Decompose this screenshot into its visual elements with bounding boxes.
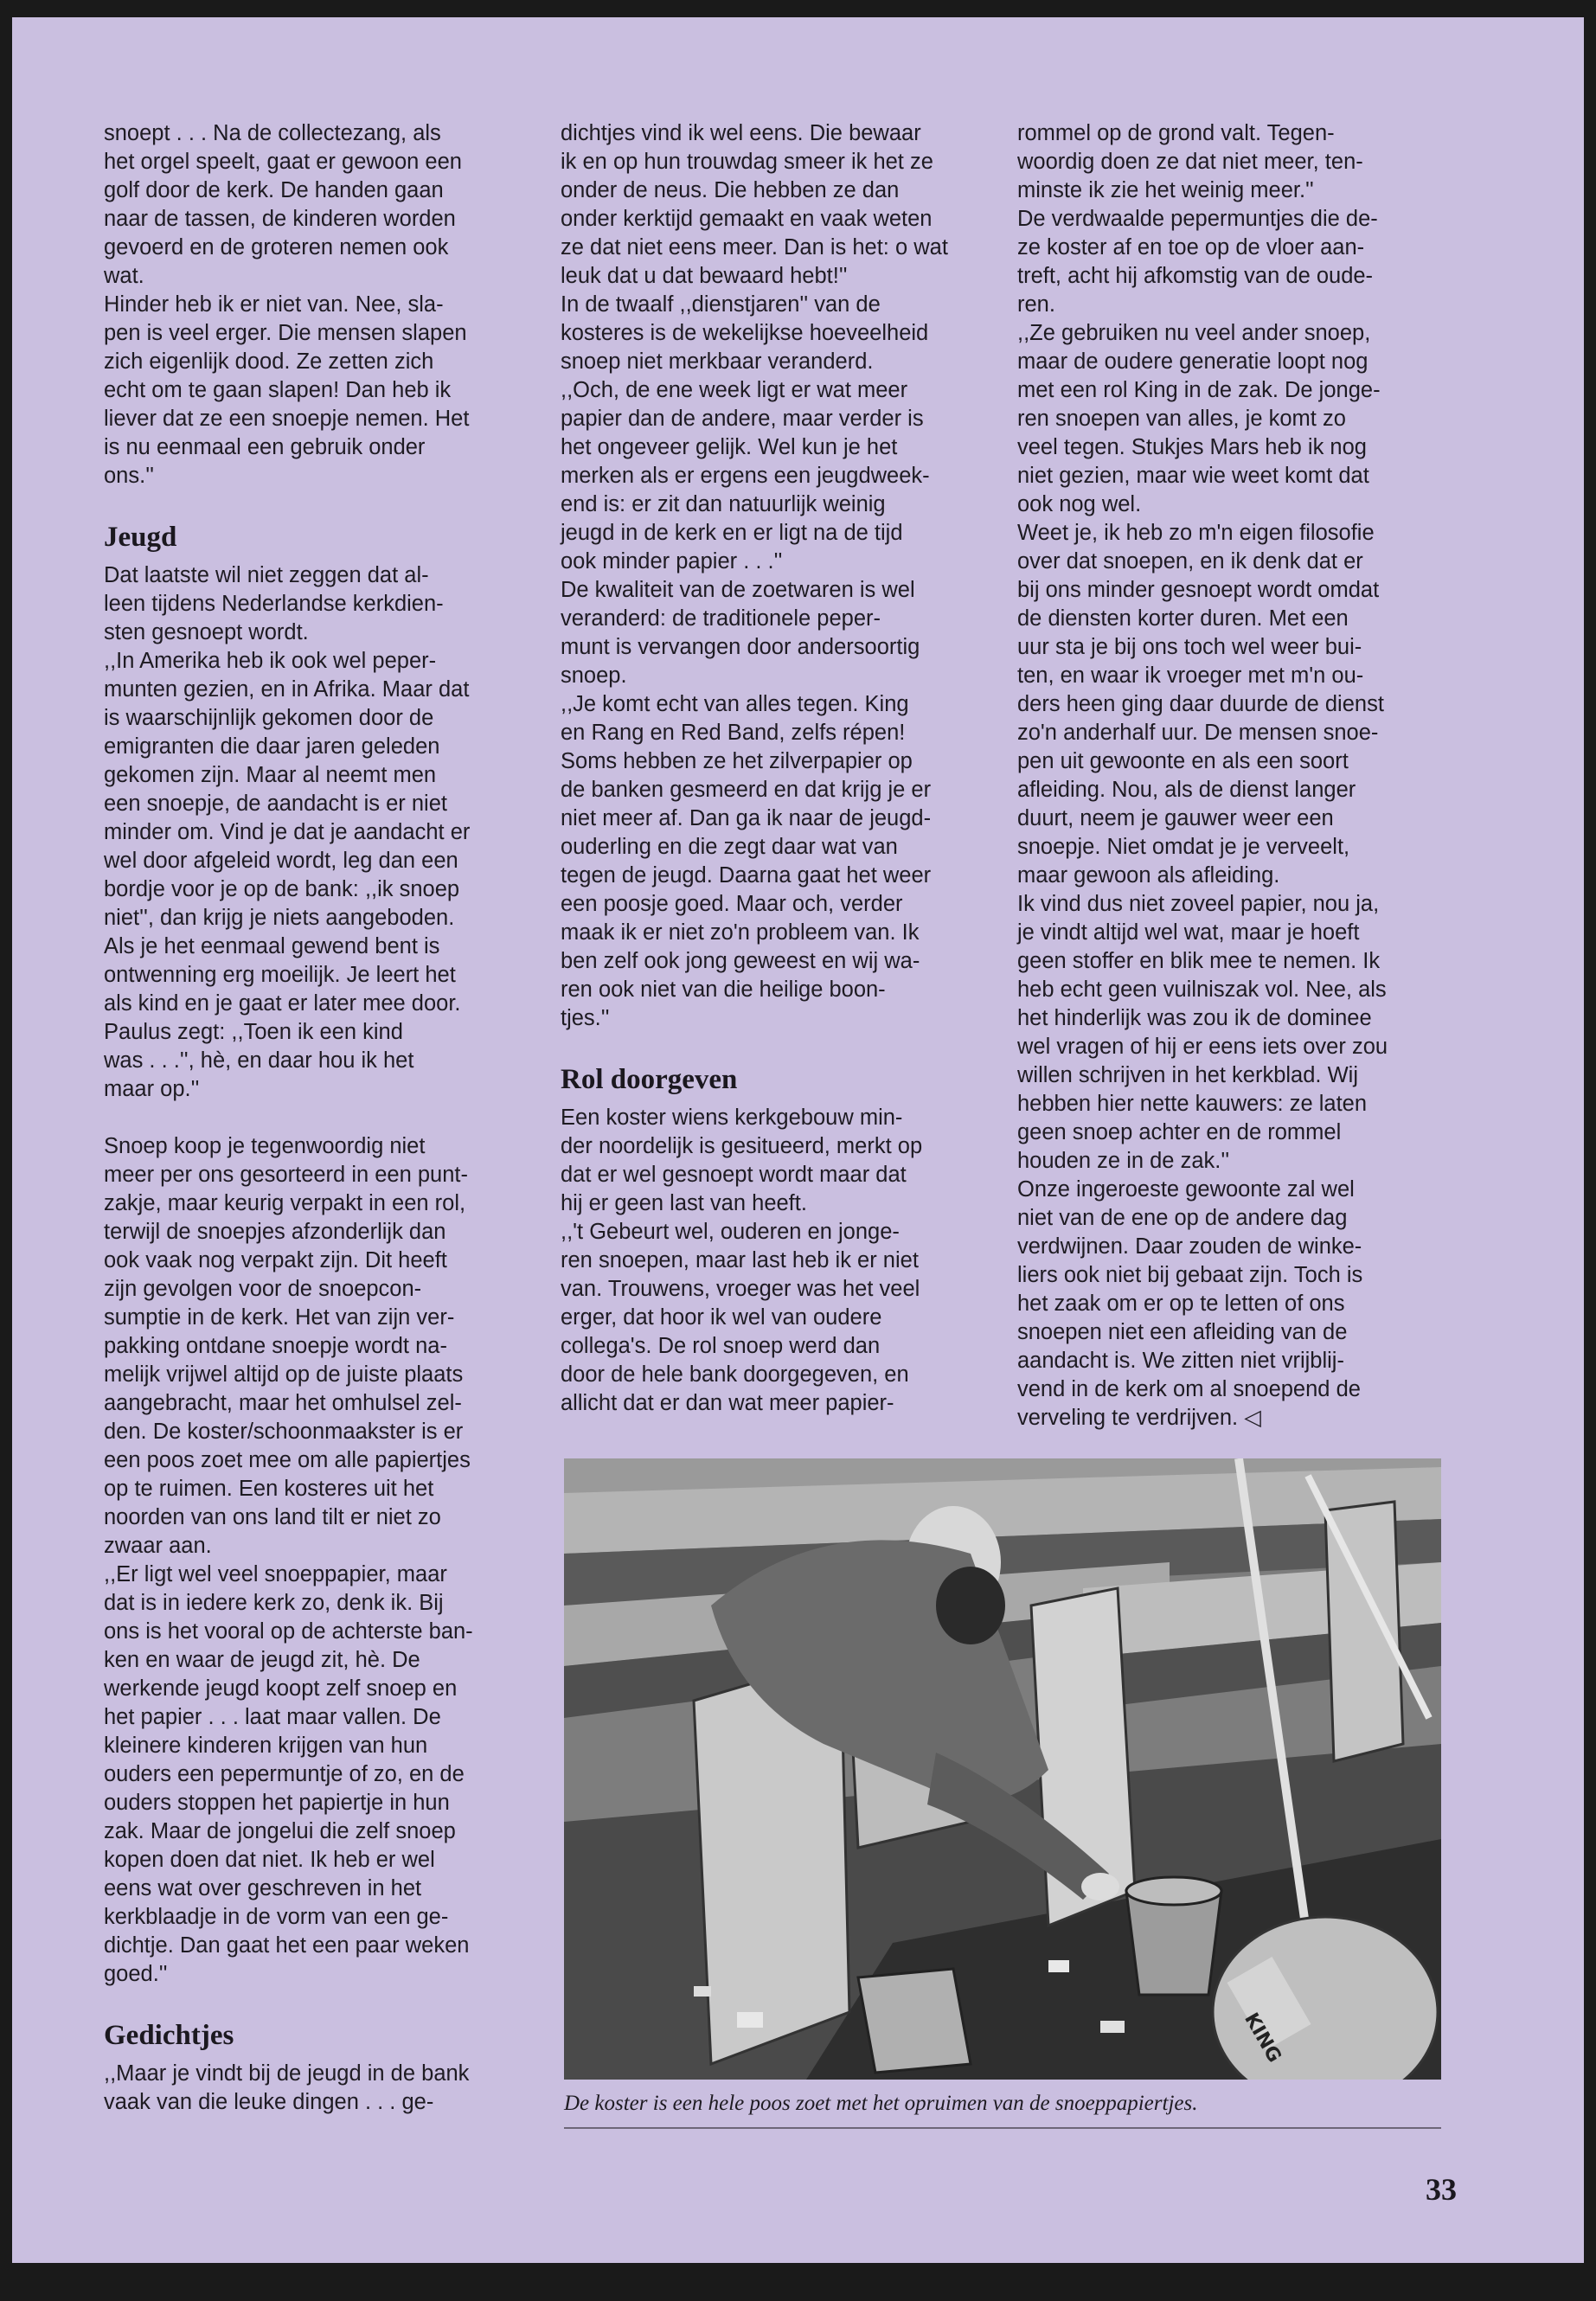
paragraph: ,,Maar je vindt bij de jeugd in de bank vaak van die leuke dingen . . . ge-: [104, 2061, 470, 2114]
paragraph: ,,Ze gebruiken nu veel ander snoep, maar de oudere generatie loopt nog met een rol King in de zak. De jonge- ren snoepen van alles, je komt zo veel tegen. Stukjes Mars heb ik nog niet gezien, maar wie weet komt dat ook nog wel.: [1017, 321, 1381, 516]
paragraph: Onze ingeroeste gewoonte zal wel niet van de ene op de andere dag verdwijnen. Daar zouden de winke- liers ook niet bij gebaat zijn. Toch is het zaak om er op te letten of ons snoepen niet een afleiding van de aandacht is. We zitten niet vrijblij- vend in de kerk om al snoepend de verveling te verdrijven. ◁: [1017, 1177, 1363, 1430]
section-heading-rol-doorgeven: Rol doorgeven: [561, 1064, 738, 1095]
section-heading-gedichtjes: Gedichtjes: [104, 2020, 234, 2051]
paragraph: In de twaalf ,,dienstjaren'' van de kosteres is de wekelijkse hoeveelheid snoep niet merkbaar veranderd.: [561, 292, 929, 374]
paragraph: Hinder heb ik er niet van. Nee, sla- pen is veel erger. Die mensen slapen zich eigenlijk dood. Ze zetten zich echt om te gaan slapen! Dan heb ik liever dat ze een snoepje nemen. Het is nu eenmaal een gebruik onder ons.'': [104, 292, 470, 488]
photo-illustration: [564, 1458, 1441, 2080]
magazine-page: [12, 17, 1584, 2263]
paragraph: Ik vind dus niet zoveel papier, nou ja, je vindt altijd wel wat, maar je hoeft geen stoffer en blik mee te nemen. Ik heb echt geen vuilniszak vol. Nee, als het hinderlijk was zou ik de dominee wel vragen of hij er eens iets over zou willen schrijven in het kerkblad. Wij hebben hier nette kauwers: ze laten geen snoep achter en de rommel houden ze in de zak.'': [1017, 892, 1388, 1173]
page-number: 33: [1426, 2172, 1457, 2207]
scan-border: [0, 0, 1596, 17]
text-column-2: [561, 119, 974, 1418]
paragraph: ,,In Amerika heb ik ook wel peper- munten gezien, en in Afrika. Maar dat is waarschijnlijk gekomen door de emigranten die daar jaren geleden gekomen zijn. Maar al neemt men een snoepje, de aandacht is er niet minder om. Vind je dat je aandacht er wel door afgeleid wordt, leg dan een bordje voor je op de bank: ,,ik snoep niet'', dan krijg je niets aangeboden. Als je het eenmaal gewend bent is ontwenning erg moeilijk. Je leert het als kind en je gaat er later mee door. Paulus zegt: ,,Toen ik een kind was . . .'', hè, en daar hou ik het maar op.'': [104, 649, 471, 1101]
paragraph: Een koster wiens kerkgebouw min- der noordelijk is gesitueerd, merkt op dat er wel gesnoept wordt maar dat hij er geen last van heeft.: [561, 1106, 923, 1215]
photo-caption: De koster is een hele poos zoet met het opruimen van de snoeppapiertjes.: [564, 2089, 1441, 2129]
paragraph: De kwaliteit van de zoetwaren is wel veranderd: de traditionele peper- munt is vervangen door andersoortig snoep.: [561, 578, 920, 688]
wrapper-label: KING: [1240, 2009, 1285, 2067]
paragraph: ,,'t Gebeurt wel, ouderen en jonge- ren snoepen, maar last heb ik er niet van. Trouwens, vroeger was het veel erger, dat hoor ik wel van oudere collega's. De rol snoep werd dan door de hele bank doorgegeven, en allicht dat er dan wat meer papier-: [561, 1220, 920, 1415]
paragraph: ,,Och, de ene week ligt er wat meer papier dan de andere, maar verder is het ongeveer gelijk. Wel kun je het merken als er ergens een jeugdweek- end is: er zit dan natuurlijk weinig jeugd in de kerk en er ligt na de tijd ook minder papier . . .'': [561, 378, 930, 574]
text-column-3: [1017, 119, 1437, 1433]
paragraph: De verdwaalde pepermuntjes die de- ze koster af en toe op de vloer aan- treft, acht hij afkomstig van de oude- ren.: [1017, 207, 1378, 317]
paragraph: Dat laatste wil niet zeggen dat al- leen tijdens Nederlandse kerkdien- sten gesnoept wordt.: [104, 563, 444, 644]
paragraph: rommel op de grond valt. Tegen- woordig doen ze dat niet meer, ten- minste ik zie het weinig meer.'': [1017, 121, 1363, 202]
photo-koster-cleaning-pews: [564, 1458, 1441, 2080]
section-heading-jeugd: Jeugd: [104, 522, 177, 553]
paragraph: dichtjes vind ik wel eens. Die bewaar ik en op hun trouwdag smeer ik het ze onder de neus. Die hebben ze dan onder kerktijd gemaakt en vaak weten ze dat niet eens meer. Dan is het: o wat leuk dat u dat bewaard hebt!'': [561, 121, 948, 288]
paragraph: Snoep koop je tegenwoordig niet meer per ons gesorteerd in een punt- zakje, maar keurig verpakt in een rol, terwijl de snoepjes afzonderlijk dan ook vaak nog verpakt zijn. Dit heeft zijn gevolgen voor de snoepcon- sumptie in de kerk. Het van zijn ver- pakking ontdane snoepje wordt na- melijk vrijwel altijd op de juiste plaats aangebracht, maar het omhulsel zel- den. De koster/schoonmaakster is er een poos zoet mee om alle papiertjes op te ruimen. Een kosteres uit het noorden van ons land tilt er niet zo zwaar aan.: [104, 1134, 471, 1558]
paragraph: ,,Je komt echt van alles tegen. King en Rang en Red Band, zelfs répen! Soms hebben ze het zilverpapier op de banken gesmeerd en dat krijg je er niet meer af. Dan ga ik naar de jeugd- ouderling en die zegt daar wat van tegen de jeugd. Daarna gaat het weer een poosje goed. Maar och, verder maak ik er niet zo'n probleem van. Ik ben zelf ook jong geweest en wij wa- ren ook niet van die heilige boon- tjes.'': [561, 692, 932, 1030]
paragraph: ,,Er ligt wel veel snoeppapier, maar dat is in iedere kerk zo, denk ik. Bij ons is het vooral op de achterste ban- ken en waar de jeugd zit, hè. De werkende jeugd koopt zelf snoep en het papier . . . laat maar vallen. De kleinere kinderen krijgen van hun ouders een pepermuntje of zo, en de ouders stoppen het papiertje in hun zak. Maar de jongelui die zelf snoep kopen doen dat niet. Ik heb er wel eens wat over geschreven in het kerkblaadje in de vorm van een ge- dichtje. Dan gaat het een paar weken goed.'': [104, 1562, 473, 1986]
text-column-1: [104, 119, 517, 2117]
paragraph: Weet je, ik heb zo m'n eigen filosofie over dat snoepen, en ik denk dat er bij ons minder gesnoept wordt omdat de diensten korter duren. Met een uur sta je bij ons toch wel weer bui- ten, en waar ik vroeger met m'n ou- ders heen ging daar duurde de dienst zo'n anderhalf uur. De mensen snoe- pen uit gewoonte en als een soort afleiding. Nou, als de dienst langer duurt, neem je gauwer weer een snoepje. Niet omdat je je verveelt, maar gewoon als afleiding.: [1017, 521, 1384, 888]
paragraph: snoept . . . Na de collectezang, als het orgel speelt, gaat er gewoon een golf door de kerk. De handen gaan naar de tassen, de kinderen worden gevoerd en de groteren nemen ook wat.: [104, 121, 462, 288]
